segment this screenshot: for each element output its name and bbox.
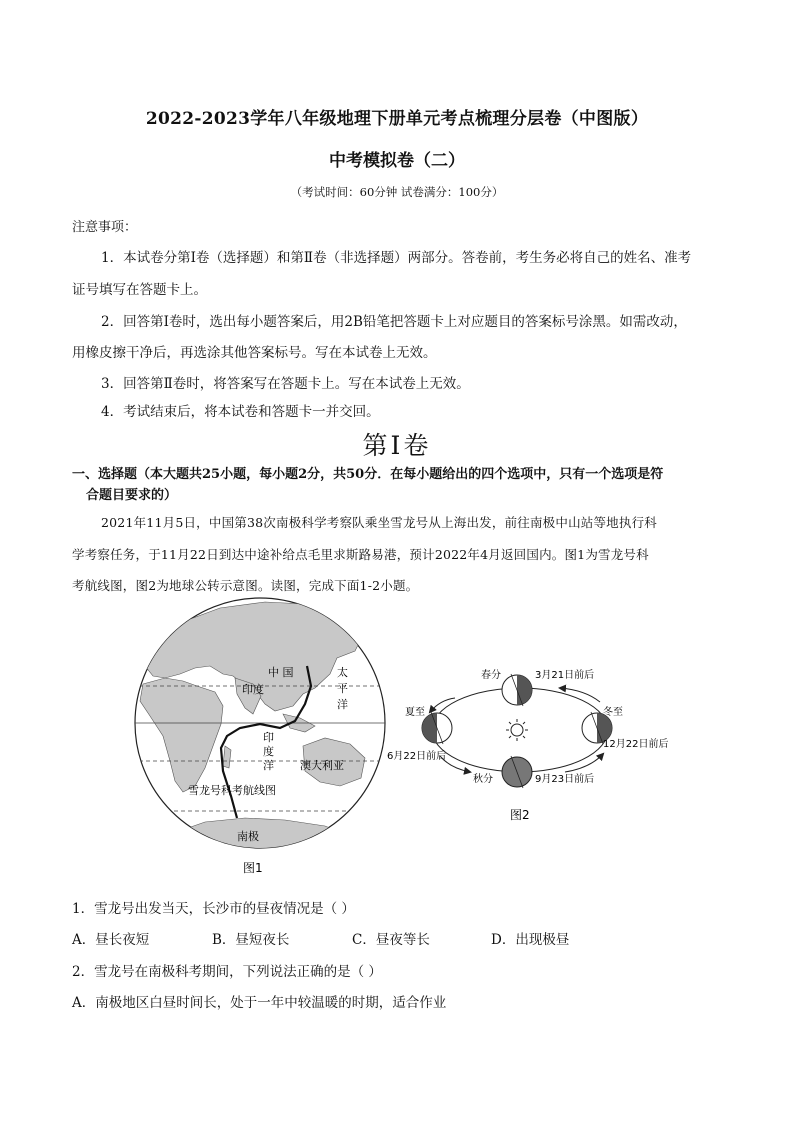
label-india: 印度 [242,683,264,696]
label-autumn-date: 9月23日前后 [535,774,595,785]
label-indian-ocean-1: 印 [263,731,274,744]
label-winter: 冬至 [603,707,623,718]
label-pacific-1: 太 [337,666,348,679]
orbit-arrow-winter-spring [560,688,600,702]
label-route-title: 雪龙号科考航线图 [188,784,276,797]
label-indian-ocean-3: 洋 [263,759,274,772]
label-summer-date: 6月22日前后 [387,751,447,762]
figure-1-route-map [125,596,395,886]
question-1-stem: 1．雪龙号出发当天，长沙市的昼夜情况是（ ） [72,901,355,917]
question-1-option-b[interactable]: B．昼短夜长 [212,932,290,948]
notice-item-1-line-1: 1．本试卷分第Ⅰ卷（选择题）和第Ⅱ卷（非选择题）两部分。答卷前，考生务必将自己的姓名、准考 [101,250,692,266]
notice-item-4: 4．考试结束后，将本试卷和答题卡一并交回。 [101,404,380,420]
figure-1-caption: 图1 [243,861,263,875]
label-spring-date: 3月21日前后 [535,670,595,681]
question-1-option-c[interactable]: C．昼夜等长 [352,932,430,948]
earth-autumn-equinox [502,756,532,788]
label-antarctica: 南极 [237,830,259,843]
notice-item-2-line-1: 2．回答第Ⅰ卷时，选出每小题答案后，用2B铅笔把答题卡上对应题目的答案标号涂黑。如需改动， [101,314,687,330]
figure-2-earth-revolution [385,660,685,830]
label-summer: 夏至 [405,707,425,718]
label-spring: 春分 [481,670,501,681]
question-2-stem: 2．雪龙号在南极科考期间，下列说法正确的是（ ） [72,964,382,980]
label-china: 中 国 [268,666,294,679]
label-pacific-3: 洋 [337,698,348,711]
passage-line-1: 2021年11月5日，中国第38次南极科学考察队乘坐雪龙号从上海出发，前往南极中山站等地执行科 [101,515,657,530]
passage-line-2: 学考察任务，于11月22日到达中途补给点毛里求斯路易港，预计2022年4月返回国内。图1为雪龙号科 [72,547,649,562]
question-2-option-a[interactable]: A．南极地区白昼时间长，处于一年中较温暖的时期，适合作业 [72,995,447,1011]
orbit-arrow-autumn-winter [565,754,603,772]
document-subtitle: 中考模拟卷（二） [329,151,465,171]
label-pacific-2: 平 [337,682,348,695]
passage-line-3: 考航线图，图2为地球公转示意图。读图，完成下面1-2小题。 [72,578,419,593]
label-australia: 澳大利亚 [300,759,344,772]
notice-item-1-line-2: 证号填写在答题卡上。 [72,282,207,298]
figure-2-caption: 图2 [510,808,530,822]
exam-meta: （考试时间：60分钟 试卷满分：100分） [290,185,504,199]
earth-summer-solstice [422,712,452,744]
label-autumn: 秋分 [473,774,493,785]
sun-icon [511,724,523,736]
notice-heading: 注意事项： [72,220,138,235]
question-1-option-d[interactable]: D．出现极昼 [491,932,570,948]
notice-item-2-line-2: 用橡皮擦干净后，再选涂其他答案标号。写在本试卷上无效。 [72,345,437,361]
document-title: 2022-2023学年八年级地理下册单元考点梳理分层卷（中图版） [145,109,649,129]
label-winter-date: 12月22日前后 [603,739,669,750]
section-title: 第Ⅰ卷 [362,431,432,460]
question-1-option-a[interactable]: A．昼长夜短 [72,932,150,948]
section-instruction-line-2: 合题目要求的） [86,488,178,503]
label-indian-ocean-2: 度 [263,745,274,758]
section-instruction-line-1: 一、选择题（本大题共25小题，每小题2分，共50分．在每小题给出的四个选项中，只有一个选项是符 [72,467,664,482]
notice-item-3: 3．回答第Ⅱ卷时，将答案写在答题卡上。写在本试卷上无效。 [101,376,470,392]
earth-spring-equinox [502,674,532,706]
